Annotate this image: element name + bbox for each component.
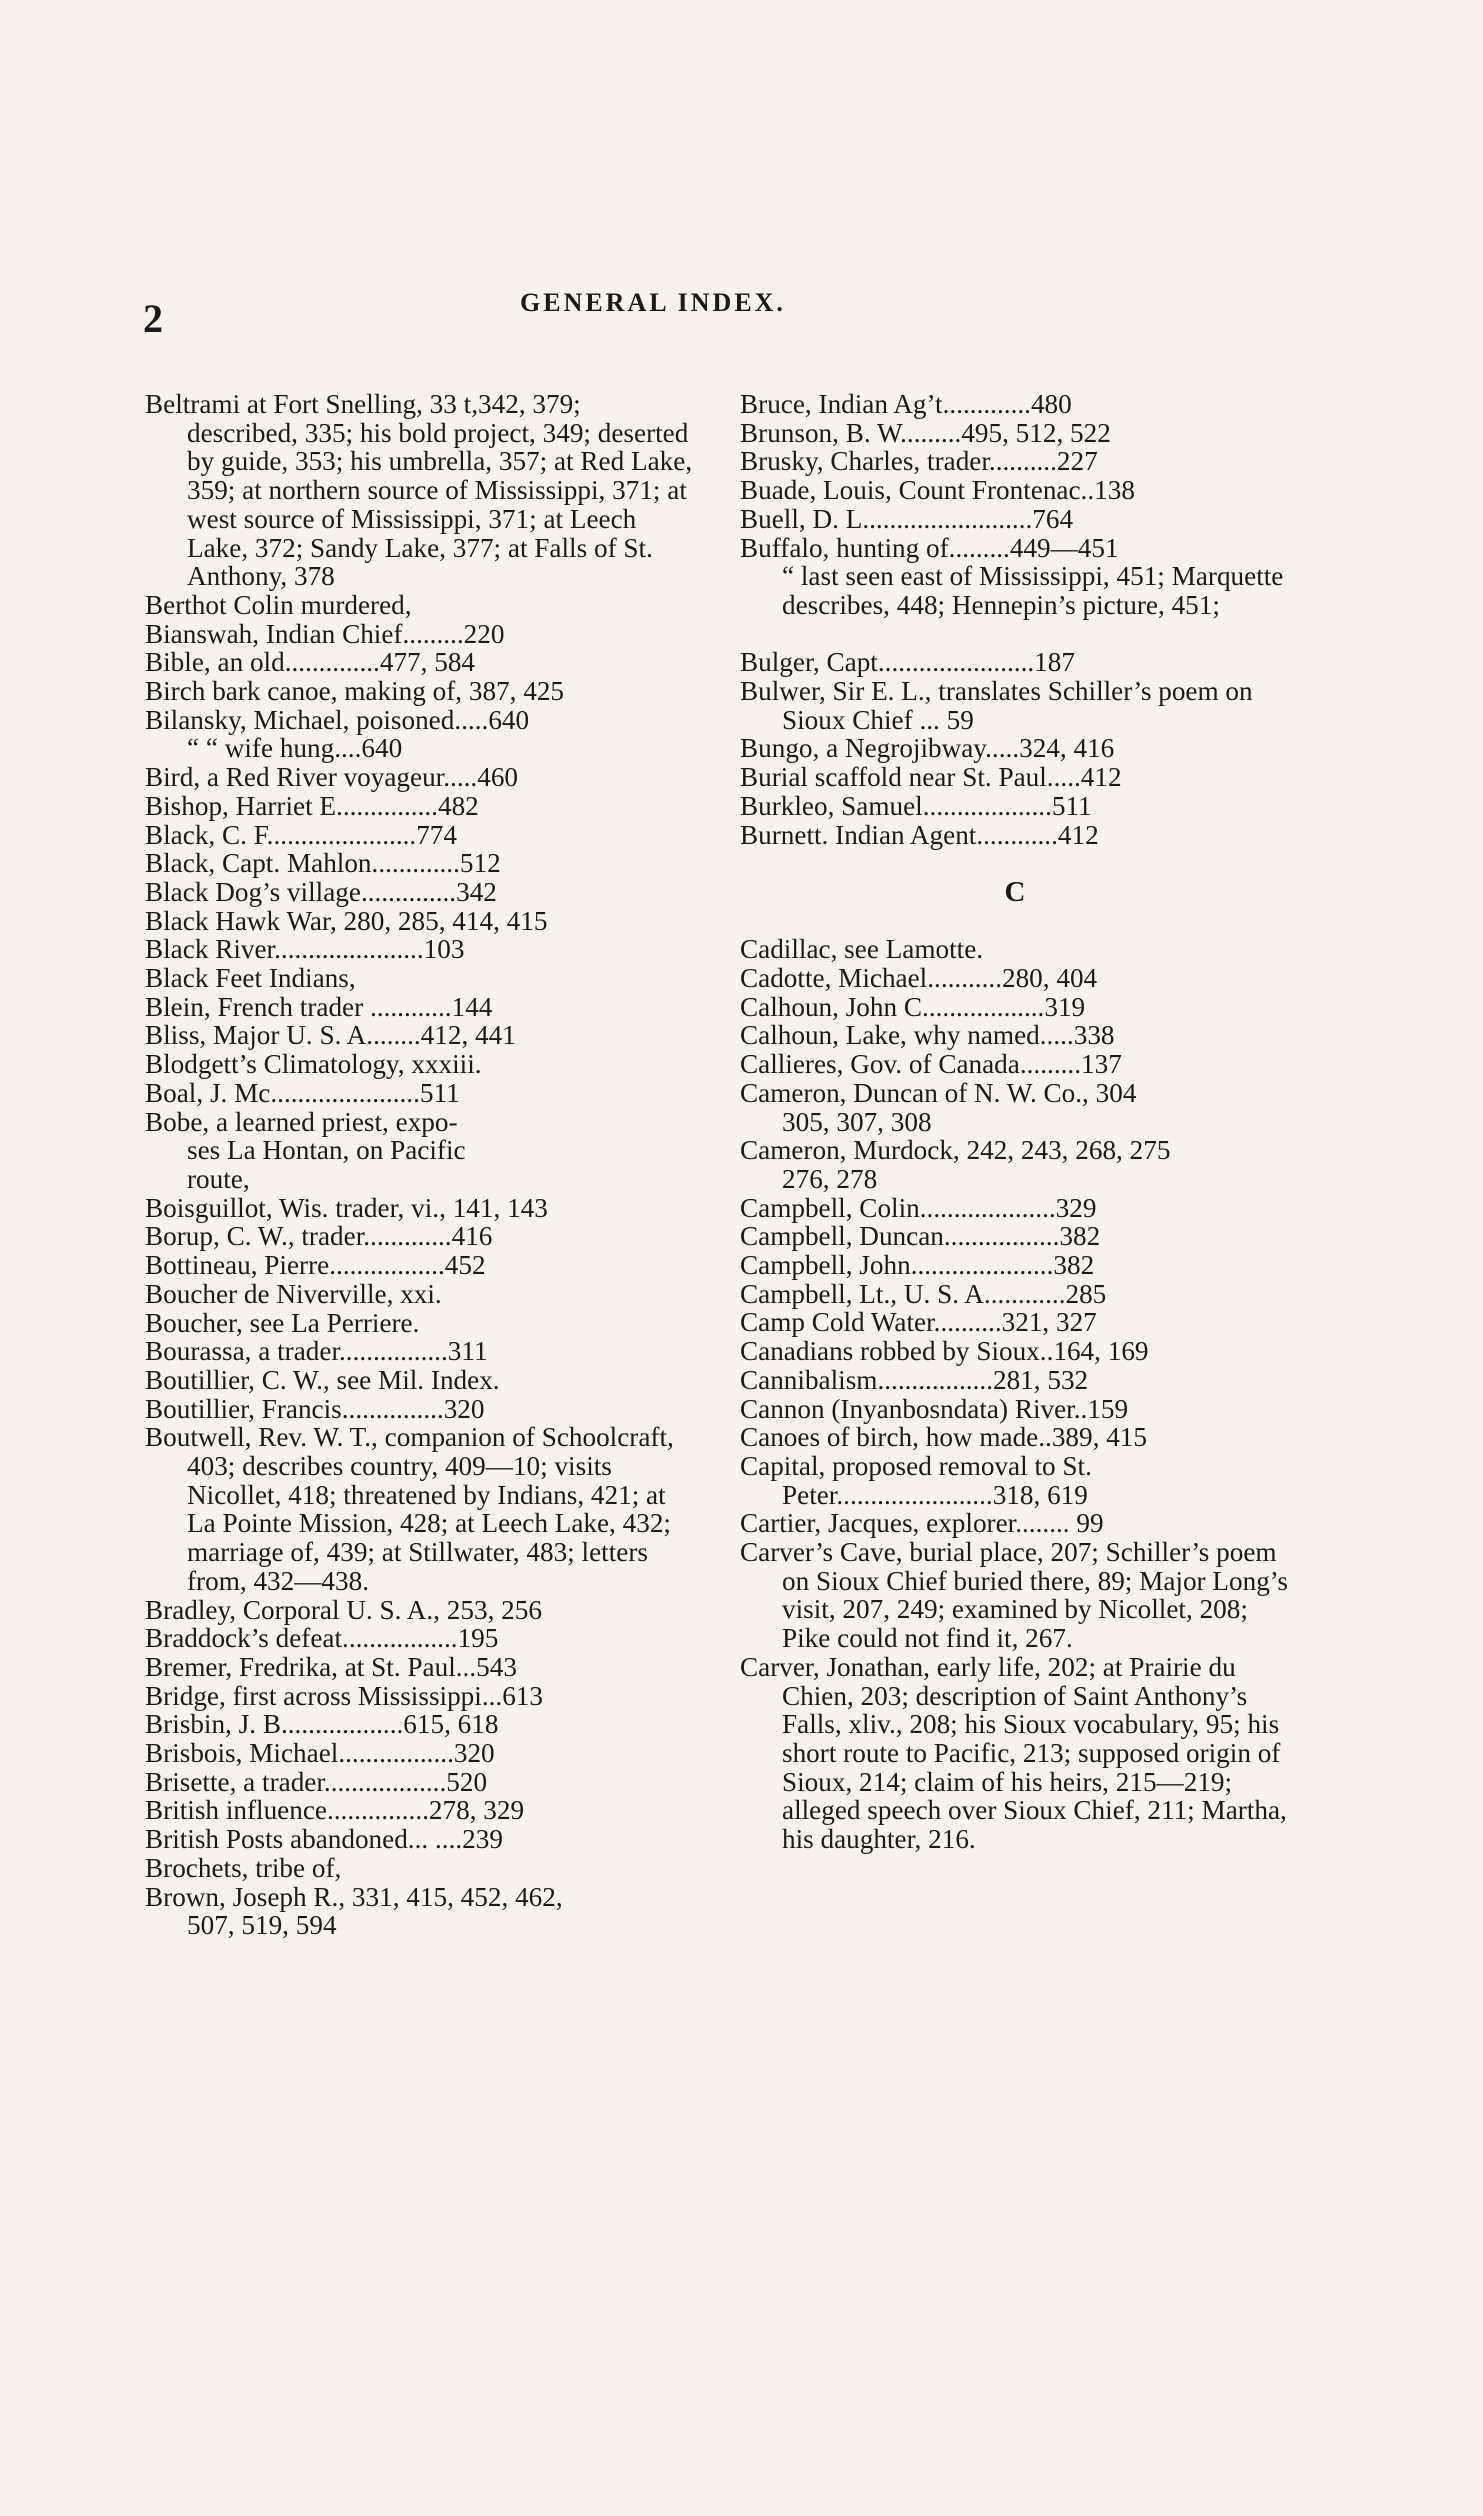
index-entry: Bourassa, a trader................311 xyxy=(145,1336,488,1367)
index-entry: Cannibalism.................281, 532 xyxy=(740,1364,1089,1395)
index-entry: Bobe, a learned priest, expo- ses La Hontan, on Pacific route, xyxy=(145,1106,466,1194)
index-entry: Bilansky, Michael, poisoned.....640 “ “ wife hung....640 xyxy=(145,704,530,764)
index-entry: Black, Capt. Mahlon.............512 xyxy=(145,848,501,879)
index-entry: Borup, C. W., trader.............416 xyxy=(145,1221,493,1252)
index-entry: Cameron, Murdock, 242, 243, 268, 275 276, 278 xyxy=(740,1135,1171,1194)
index-entry: Blodgett’s Climatology, xxxiii. xyxy=(145,1049,482,1080)
index-entry: Brunson, B. W.........495, 512, 522 xyxy=(740,417,1111,448)
index-entry: Boucher, see La Perriere. xyxy=(145,1307,420,1338)
index-entry: Campbell, Lt., U. S. A............285 xyxy=(740,1278,1107,1309)
index-entry: Bradley, Corporal U. S. A., 253, 256 xyxy=(145,1594,542,1625)
index-entry: Boutillier, Francis...............320 xyxy=(145,1393,485,1424)
index-entry: Blein, French trader ............144 xyxy=(145,991,493,1022)
index-entry: Boutwell, Rev. W. T., companion of Schoolcraft, 403; describes country, 409—10; visits Nicollet, 418; threatened by Indians, 421; at La Pointe Mission, 428; at Leech Lake, 432; marriage of, 439; at Stillwater, 483; letters from, 432—438. xyxy=(145,1422,674,1596)
index-column-right xyxy=(740,390,1290,1854)
index-entry: Buffalo, hunting of.........449—451 “ last seen east of Mississippi, 451; Marquette describes, 448; Hennepin’s picture, 451; xyxy=(740,532,1284,620)
index-entry: Carver, Jonathan, early life, 202; at Prairie du Chien, 203; description of Saint Anthony’s Falls, xliv., 208; his Sioux vocabulary, 95; his short route to Pacific, 213; supposed origin of Sioux, 214; claim of his heirs, 215—219; alleged speech over Sioux Chief, 211; Martha, his daughter, 216. xyxy=(740,1651,1287,1855)
index-entry: Buade, Louis, Count Frontenac..138 xyxy=(740,475,1135,506)
index-entry: Black Feet Indians, xyxy=(145,963,356,994)
index-entry: Bremer, Fredrika, at St. Paul...543 xyxy=(145,1651,517,1682)
spacer xyxy=(740,620,1290,649)
index-entry: Berthot Colin murdered, xyxy=(145,589,412,620)
index-entry: Bridge, first across Mississippi...613 xyxy=(145,1680,543,1711)
index-entry: Brusky, Charles, trader..........227 xyxy=(740,446,1098,477)
index-entry: Boucher de Niverville, xxi. xyxy=(145,1278,442,1309)
index-entry: Burnett. Indian Agent............412 xyxy=(740,819,1099,850)
index-entry: Cadotte, Michael...........280, 404 xyxy=(740,963,1098,994)
index-entry: Boisguillot, Wis. trader, vi., 141, 143 xyxy=(145,1192,548,1223)
index-entry: Carver’s Cave, burial place, 207; Schiller’s poem on Sioux Chief buried there, 89; Major Long’s visit, 207, 249; examined by Nicollet, 208; Pike could not find it, 267. xyxy=(740,1537,1288,1654)
index-entry: Cartier, Jacques, explorer........ 99 xyxy=(740,1508,1104,1539)
index-entry: British influence...............278, 329 xyxy=(145,1795,525,1826)
index-entry: Calhoun, John C..................319 xyxy=(740,991,1086,1022)
index-entry: Boutillier, C. W., see Mil. Index. xyxy=(145,1364,500,1395)
index-entry: Braddock’s defeat.................195 xyxy=(145,1623,499,1654)
index-entry: Cannon (Inyanbosndata) River..159 xyxy=(740,1393,1129,1424)
section-letter: C xyxy=(1004,875,1026,908)
index-entry: Bungo, a Negrojibway.....324, 416 xyxy=(740,733,1115,764)
index-entry: Calhoun, Lake, why named.....338 xyxy=(740,1020,1115,1051)
index-entry: Callieres, Gov. of Canada.........137 xyxy=(740,1049,1122,1080)
index-entry: Buell, D. L.........................764 xyxy=(740,503,1074,534)
index-entry: Brown, Joseph R., 331, 415, 452, 462, 507, 519, 594 xyxy=(145,1881,563,1941)
index-entry: Cadillac, see Lamotte. xyxy=(740,934,984,965)
index-entry: Campbell, John.....................382 xyxy=(740,1250,1095,1281)
index-entry: Brisbin, J. B..................615, 618 xyxy=(145,1709,499,1740)
index-entry: Canoes of birch, how made..389, 415 xyxy=(740,1422,1147,1453)
page-number: 2 xyxy=(143,296,163,341)
index-entry: Black River......................103 xyxy=(145,934,465,965)
spacer xyxy=(740,907,1290,936)
index-entry: Canadians robbed by Sioux..164, 169 xyxy=(740,1336,1149,1367)
running-title: GENERAL INDEX. xyxy=(520,288,786,317)
index-entry: Burkleo, Samuel...................511 xyxy=(740,790,1092,821)
index-entry: Black Dog’s village..............342 xyxy=(145,876,497,907)
index-entry: Cameron, Duncan of N. W. Co., 304 305, 307, 308 xyxy=(740,1077,1137,1137)
index-entry: Bottineau, Pierre.................452 xyxy=(145,1250,486,1281)
index-entry: Campbell, Colin....................329 xyxy=(740,1192,1097,1223)
index-entry: Bird, a Red River voyageur.....460 xyxy=(145,762,519,793)
index-entry: Bruce, Indian Ag’t.............480 xyxy=(740,389,1072,419)
spacer xyxy=(740,849,1290,878)
index-entry: Brochets, tribe of, xyxy=(145,1852,342,1883)
index-entry: Bulwer, Sir E. L., translates Schiller’s poem on Sioux Chief ... 59 xyxy=(740,676,1253,735)
index-entry: Brisbois, Michael.................320 xyxy=(145,1738,495,1769)
index-entry: British Posts abandoned... ....239 xyxy=(145,1824,503,1855)
index-column-left xyxy=(145,390,695,1940)
index-entry: Beltrami at Fort Snelling, 33 t,342, 379; described, 335; his bold project, 349; deserted by guide, 353; his umbrella, 357; at Red Lake, 359; at northern source of Mississippi, 371; at west source of Mississippi, 371; at Leech Lake, 372; Sandy Lake, 377; at Falls of St. Anthony, 378 xyxy=(145,389,693,592)
index-entry: Bliss, Major U. S. A........412, 441 xyxy=(145,1020,516,1051)
index-entry: Bishop, Harriet E...............482 xyxy=(145,790,479,821)
index-entry: Boal, J. Mc......................511 xyxy=(145,1077,460,1108)
index-entry: Black Hawk War, 280, 285, 414, 415 xyxy=(145,905,548,936)
index-entry: Bible, an old..............477, 584 xyxy=(145,647,476,678)
index-entry: Bulger, Capt.......................187 xyxy=(740,647,1075,678)
index-entry: Camp Cold Water..........321, 327 xyxy=(740,1307,1097,1338)
index-entry: Brisette, a trader..................520 xyxy=(145,1766,488,1797)
index-entry: Burial scaffold near St. Paul.....412 xyxy=(740,762,1122,793)
index-entry: Black, C. F......................774 xyxy=(145,819,457,850)
index-entry: Birch bark canoe, making of, 387, 425 xyxy=(145,676,565,707)
index-entry: Campbell, Duncan.................382 xyxy=(740,1221,1101,1252)
index-entry: Capital, proposed removal to St. Peter.......................318, 619 xyxy=(740,1450,1092,1510)
index-entry: Bianswah, Indian Chief.........220 xyxy=(145,618,505,649)
